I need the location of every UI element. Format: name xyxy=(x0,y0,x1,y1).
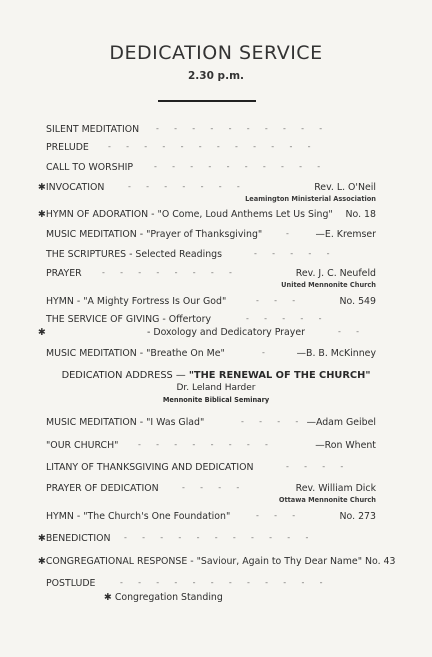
officiant-affiliation: Ottawa Mennonite Church xyxy=(278,496,376,504)
address-affiliation: Mennonite Biblical Seminary xyxy=(162,396,270,404)
program-item-music-glad xyxy=(46,417,376,428)
item-label: MUSIC MEDITATION - "I Was Glad" xyxy=(46,417,205,428)
item-label: ✱BENEDICTION xyxy=(38,533,111,544)
leader-dots: - - - - xyxy=(286,462,344,471)
item-label: ✱INVOCATION xyxy=(38,182,105,193)
program-item-prayer xyxy=(46,268,376,289)
item-label: PRELUDE xyxy=(46,142,89,153)
item-label: "OUR CHURCH" xyxy=(46,440,119,451)
program-item-postlude xyxy=(46,578,376,589)
officiant-name: Rev. J. C. Neufeld xyxy=(295,268,376,279)
leader-dots: - - - - xyxy=(241,417,299,426)
composer-name: —Adam Geibel xyxy=(306,417,376,428)
item-label: ✱HYMN OF ADORATION - "O Come, Loud Anthems Let Us Sing" xyxy=(38,209,333,220)
composer-name: —Ron Whent xyxy=(315,440,376,451)
standing-mark: ✱ xyxy=(38,327,46,338)
item-label: LITANY OF THANKSGIVING AND DEDICATION xyxy=(46,462,254,473)
leader-dots: - - - - - - - - - - - - xyxy=(108,142,311,151)
address-speaker: Dr. Leland Harder xyxy=(176,383,256,393)
leader-dots: - - - - - - - - xyxy=(102,268,232,277)
program-item-benediction xyxy=(38,533,376,544)
item-label: MUSIC MEDITATION - "Prayer of Thanksgiving" xyxy=(46,229,263,240)
item-label: ✱CONGREGATIONAL RESPONSE - "Saviour, Again to Thy Dear Name" No. 43 xyxy=(38,556,396,567)
program-item-address xyxy=(0,370,432,381)
program-item-hymn-fortress xyxy=(46,296,376,307)
leader-dots: - - - - - - - - - - xyxy=(154,162,321,171)
item-label: POSTLUDE xyxy=(46,578,96,589)
address-title: "THE RENEWAL OF THE CHURCH" xyxy=(188,370,371,381)
standing-footnote: ✱ Congregation Standing xyxy=(104,592,223,603)
program-item-invocation xyxy=(38,182,376,203)
program-item-litany xyxy=(46,462,376,473)
item-label: SILENT MEDITATION xyxy=(46,124,140,135)
hymn-number: No. 549 xyxy=(339,296,376,307)
title-divider xyxy=(158,100,256,102)
program-item-hymn-adoration xyxy=(38,209,376,220)
item-label: HYMN - "A Mighty Fortress Is Our God" xyxy=(46,296,227,307)
program-item-silent-meditation xyxy=(46,124,376,135)
leader-dots: - - - - - - - - - - xyxy=(156,124,323,133)
leader-dots: - - - - - - - xyxy=(128,182,240,191)
service-time: 2.30 p.m. xyxy=(188,70,244,82)
item-label: HYMN - "The Church's One Foundation" xyxy=(46,511,231,522)
officiant-affiliation: United Mennonite Church xyxy=(281,281,376,289)
leader-dots: - - - xyxy=(256,511,296,520)
program-item-our-church xyxy=(46,440,376,451)
leader-dots: - xyxy=(262,348,265,357)
program-item-scriptures xyxy=(46,249,376,260)
leader-dots: - - - - - - - - xyxy=(138,440,268,449)
program-item-congregational-response xyxy=(38,556,396,567)
officiant-name: Rev. L. O'Neil xyxy=(314,182,376,193)
program-item-music-breathe xyxy=(46,348,376,359)
address-prefix: DEDICATION ADDRESS — xyxy=(61,370,186,381)
leader-dots: - - xyxy=(338,327,360,336)
item-label: CALL TO WORSHIP xyxy=(46,162,134,173)
composer-name: —B. B. McKinney xyxy=(296,348,376,359)
hymn-number: No. 18 xyxy=(345,209,376,220)
program-item-giving xyxy=(46,314,376,325)
program-item-prayer-dedication xyxy=(46,483,376,504)
officiant-name: Rev. William Dick xyxy=(295,483,376,494)
program-item-giving-doxology xyxy=(38,327,376,338)
leader-dots: - - - - - - - - - - - - xyxy=(120,578,323,587)
leader-dots: - - - - - xyxy=(246,314,322,323)
program-item-prelude xyxy=(46,142,376,153)
leader-dots: - - - - - xyxy=(254,249,330,258)
program-item-hymn-foundation xyxy=(46,511,376,522)
program-item-call-to-worship xyxy=(46,162,376,173)
leader-dots: - xyxy=(286,229,289,238)
composer-name: —E. Kremser xyxy=(315,229,376,240)
officiant-affiliation: Leamington Ministerial Association xyxy=(245,195,376,203)
item-label: THE SERVICE OF GIVING - Offertory xyxy=(46,314,212,325)
item-label: THE SCRIPTURES - Selected Readings xyxy=(46,249,222,260)
item-label: PRAYER OF DEDICATION xyxy=(46,483,159,494)
item-sublabel: - Doxology and Dedicatory Prayer xyxy=(147,327,305,338)
item-label: PRAYER xyxy=(46,268,82,279)
page-title: DEDICATION SERVICE xyxy=(109,42,323,64)
item-label: MUSIC MEDITATION - "Breathe On Me" xyxy=(46,348,225,359)
hymn-number: No. 273 xyxy=(339,511,376,522)
leader-dots: - - - - - - - - - - - xyxy=(124,533,309,542)
program-item-music-thanksgiving xyxy=(46,229,376,240)
leader-dots: - - - - xyxy=(182,483,240,492)
leader-dots: - - - xyxy=(256,296,296,305)
